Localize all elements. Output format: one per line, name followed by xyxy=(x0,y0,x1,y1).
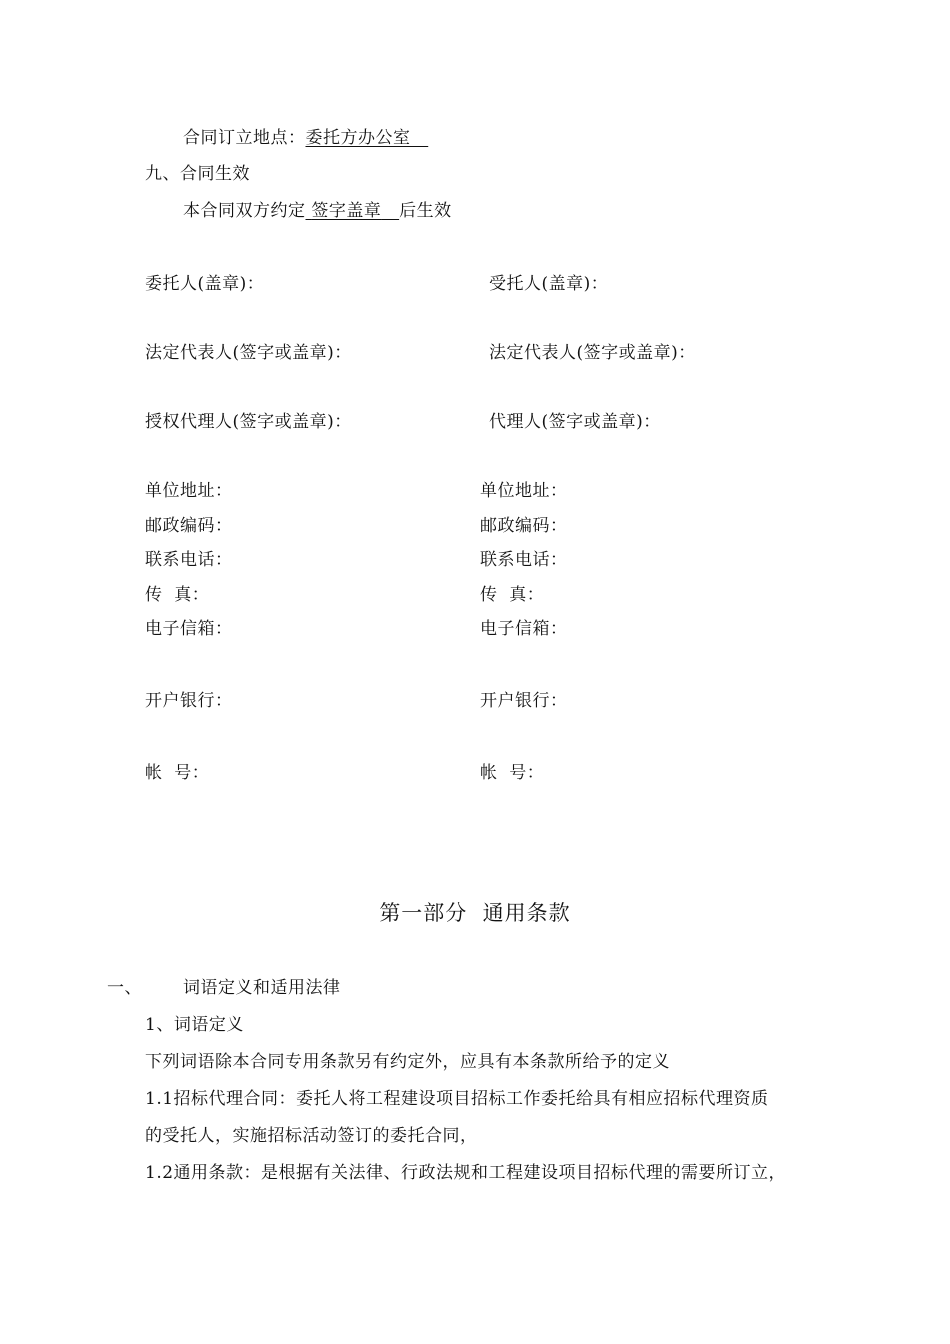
left-account-label: 帐 号： xyxy=(145,763,210,783)
principal-legal-rep-label: 法定代表人(签字或盖章)： xyxy=(145,343,352,363)
left-phone-label: 联系电话： xyxy=(145,550,233,570)
principal-seal-label: 委托人(盖章)： xyxy=(145,274,265,294)
agent-representative-label: 代理人(签字或盖章)： xyxy=(489,412,661,432)
effect-prefix: 本合同双方约定 xyxy=(183,201,306,221)
section-1-number: 一、 xyxy=(107,978,142,998)
right-address-label: 单位地址： xyxy=(480,481,568,501)
right-phone-label: 联系电话： xyxy=(480,550,568,570)
definitions-intro: 下列词语除本合同专用条款另有约定外，应具有本条款所给予的定义 xyxy=(145,1052,670,1072)
definition-1-2-line-1: 1.2通用条款：是根据有关法律、行政法规和工程建设项目招标代理的需要所订立， xyxy=(145,1163,787,1183)
principal-authorized-agent-label: 授权代理人(签字或盖章)： xyxy=(145,412,352,432)
effect-value: 签字盖章 xyxy=(311,201,382,221)
definition-1-1-line-1: 1.1招标代理合同：委托人将工程建设项目招标工作委托给具有相应招标代理资质 xyxy=(145,1089,769,1109)
subsection-1-title: 1、词语定义 xyxy=(145,1015,244,1035)
left-postcode-label: 邮政编码： xyxy=(145,516,233,536)
right-fax-label: 传 真： xyxy=(480,585,545,605)
right-bank-label: 开户银行： xyxy=(480,691,568,711)
contract-place-label: 合同订立地点： xyxy=(183,128,306,148)
contract-place-value: 委托方办公室 xyxy=(305,128,411,148)
left-bank-label: 开户银行： xyxy=(145,691,233,711)
section-9-title: 九、合同生效 xyxy=(145,164,250,184)
left-fax-label: 传 真： xyxy=(145,585,210,605)
effect-suffix: 后生效 xyxy=(399,201,452,221)
agent-legal-rep-label: 法定代表人(签字或盖章)： xyxy=(489,343,696,363)
right-postcode-label: 邮政编码： xyxy=(480,516,568,536)
left-address-label: 单位地址： xyxy=(145,481,233,501)
contract-effect-line xyxy=(183,200,452,222)
left-email-label: 电子信箱： xyxy=(145,619,233,639)
right-account-label: 帐 号： xyxy=(480,763,545,783)
section-1-title: 词语定义和适用法律 xyxy=(183,978,341,998)
definition-1-1-line-2: 的受托人，实施招标活动签订的委托合同， xyxy=(145,1126,478,1146)
right-email-label: 电子信箱： xyxy=(480,619,568,639)
contract-place-line xyxy=(183,127,428,149)
agent-company-seal-label: 受托人(盖章)： xyxy=(489,274,609,294)
part-one-title: 第一部分 通用条款 xyxy=(379,901,571,925)
